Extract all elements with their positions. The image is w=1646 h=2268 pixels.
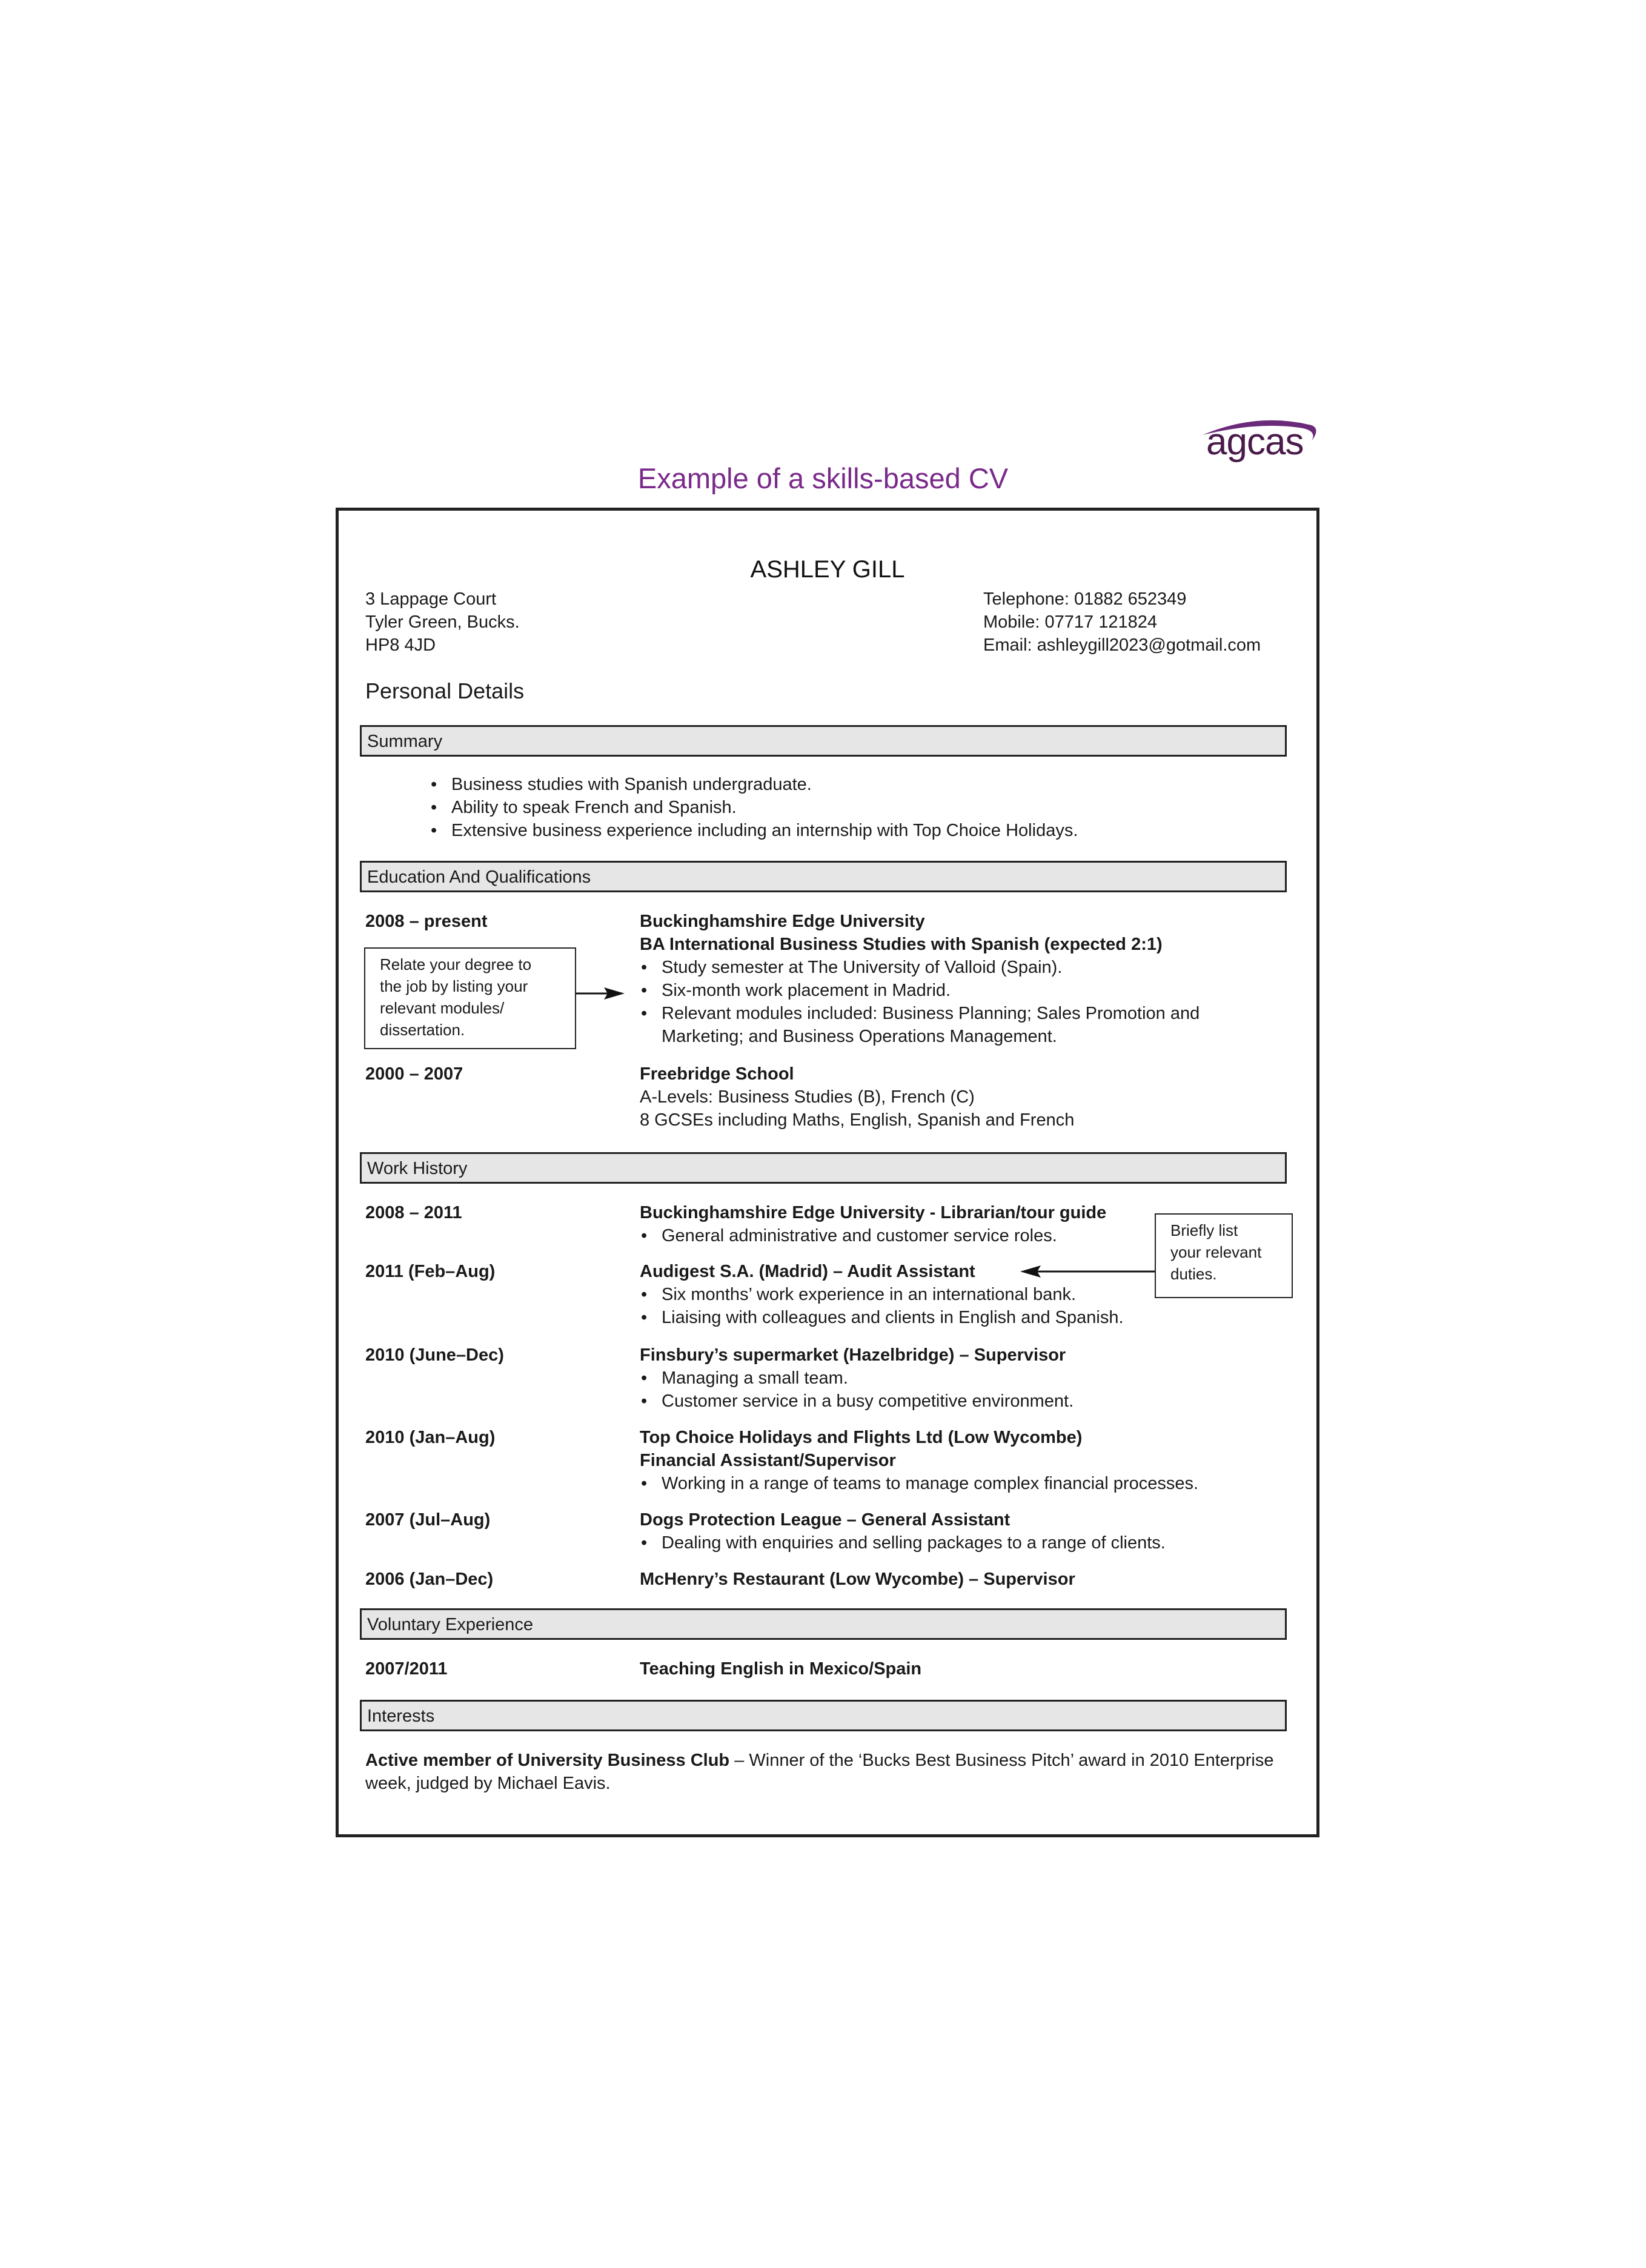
list-item: • General administrative and customer service roles. [640, 1224, 1106, 1247]
telephone: Telephone: 01882 652349 [983, 589, 1187, 609]
work-date: 2007 (Jul–Aug) [365, 1510, 491, 1530]
education-date: 2000 – 2007 [365, 1064, 463, 1084]
interests-line2: week, judged by Michael Eavis. [365, 1774, 611, 1793]
work-entry [640, 1568, 1075, 1591]
logo-text: agcas [1206, 421, 1304, 463]
note-line: your relevant [1170, 1243, 1262, 1261]
work-entry [640, 1344, 1074, 1413]
work-date: 2011 (Feb–Aug) [365, 1262, 496, 1281]
entry-title: Buckinghamshire Edge University - Librarian/tour guide [640, 1203, 1107, 1222]
interests-bold: Active member of University Business Club [365, 1751, 730, 1770]
education-entry [640, 910, 1200, 1048]
entry-title: Finsbury’s supermarket (Hazelbridge) – Supervisor [640, 1345, 1066, 1365]
work-entry [640, 1508, 1166, 1554]
entry-title: McHenry’s Restaurant (Low Wycombe) – Supervisor [640, 1570, 1075, 1589]
work-date: 2006 (Jan–Dec) [365, 1570, 494, 1589]
note-line: the job by listing your [380, 977, 528, 995]
voluntary-date: 2007/2011 [365, 1659, 448, 1679]
list-item: • Working in a range of teams to manage complex financial processes. [640, 1472, 1198, 1495]
address-line: Tyler Green, Bucks. [365, 612, 520, 632]
entry-title: Audigest S.A. (Madrid) – Audit Assistant [640, 1262, 975, 1281]
address-block [365, 588, 520, 657]
note-line: relevant modules/ [380, 999, 505, 1017]
note-line: Relate your degree to [380, 955, 532, 973]
work-date: 2010 (June–Dec) [365, 1345, 504, 1365]
note-line: dissertation. [380, 1021, 465, 1039]
education-entry [640, 1063, 1074, 1132]
section-bar-voluntary [360, 1608, 1287, 1640]
list-item: • Extensive business experience including an internship with Top Choice Holidays. [430, 819, 1078, 842]
entry-title: Buckinghamshire Edge University [640, 912, 925, 931]
arrow-left-icon [1020, 1264, 1155, 1279]
section-bar-summary [360, 725, 1287, 757]
list-item: • Six months’ work experience in an international bank. [640, 1283, 1124, 1306]
document-title: Example of a skills-based CV [637, 462, 1009, 494]
list-item: • Study semester at The University of Valloid (Spain). [640, 956, 1200, 979]
entry-subtitle: Financial Assistant/Supervisor [640, 1451, 896, 1470]
list-item-continuation: Marketing; and Business Operations Management. [662, 1027, 1057, 1046]
cv-name: ASHLEY GILL [750, 556, 905, 583]
entry-subtitle: BA International Business Studies with Spanish (expected 2:1) [640, 935, 1163, 954]
list-item: • Managing a small team. [640, 1367, 1074, 1390]
personal-details-heading: Personal Details [365, 678, 525, 703]
entry-line: 8 GCSEs including Maths, English, Spanish and French [640, 1110, 1075, 1130]
list-item: • Business studies with Spanish undergraduate. [430, 773, 1078, 796]
entry-title: Top Choice Holidays and Flights Ltd (Low Wycombe) [640, 1428, 1083, 1447]
voluntary-title: Teaching English in Mexico/Spain [640, 1659, 922, 1679]
section-title: Voluntary Experience [367, 1615, 534, 1634]
entry-title: Freebridge School [640, 1064, 794, 1084]
work-date: 2010 (Jan–Aug) [365, 1428, 496, 1447]
address-line: HP8 4JD [365, 635, 436, 655]
email: Email: ashleygill2023@gotmail.com [983, 635, 1261, 655]
work-note-box [1155, 1213, 1293, 1298]
interests-text [365, 1749, 1274, 1795]
arrow-right-icon [576, 986, 625, 1001]
section-title: Interests [367, 1706, 435, 1726]
entry-title: Dogs Protection League – General Assistant [640, 1510, 1010, 1530]
contact-block [983, 588, 1261, 657]
section-title: Education And Qualifications [367, 867, 591, 887]
work-entry [640, 1201, 1106, 1247]
section-title: Summary [367, 732, 443, 751]
education-note-box [364, 947, 576, 1049]
list-item: • Dealing with enquiries and selling packages to a range of clients. [640, 1531, 1166, 1554]
interests-rest: – Winner of the ‘Bucks Best Business Pitch’ award in 2010 Enterprise [729, 1751, 1274, 1770]
list-item: • Customer service in a busy competitive environment. [640, 1390, 1074, 1413]
list-item: • Relevant modules included: Business Planning; Sales Promotion and [640, 1002, 1200, 1025]
education-date: 2008 – present [365, 912, 488, 931]
section-title: Work History [367, 1159, 468, 1178]
entry-line: A-Levels: Business Studies (B), French (C) [640, 1087, 975, 1107]
note-line: duties. [1170, 1265, 1217, 1283]
list-item: • Liaising with colleagues and clients in English and Spanish. [640, 1306, 1124, 1329]
mobile: Mobile: 07717 121824 [983, 612, 1158, 632]
summary-list [430, 773, 1078, 842]
section-bar-work [360, 1152, 1287, 1184]
section-bar-interests [360, 1700, 1287, 1731]
work-date: 2008 – 2011 [365, 1203, 462, 1222]
section-bar-education [360, 861, 1287, 892]
list-item: • Six-month work placement in Madrid. [640, 979, 1200, 1002]
address-line: 3 Lappage Court [365, 589, 497, 609]
list-item: • Ability to speak French and Spanish. [430, 796, 1078, 819]
work-entry [640, 1426, 1198, 1495]
note-line: Briefly list [1170, 1221, 1238, 1239]
